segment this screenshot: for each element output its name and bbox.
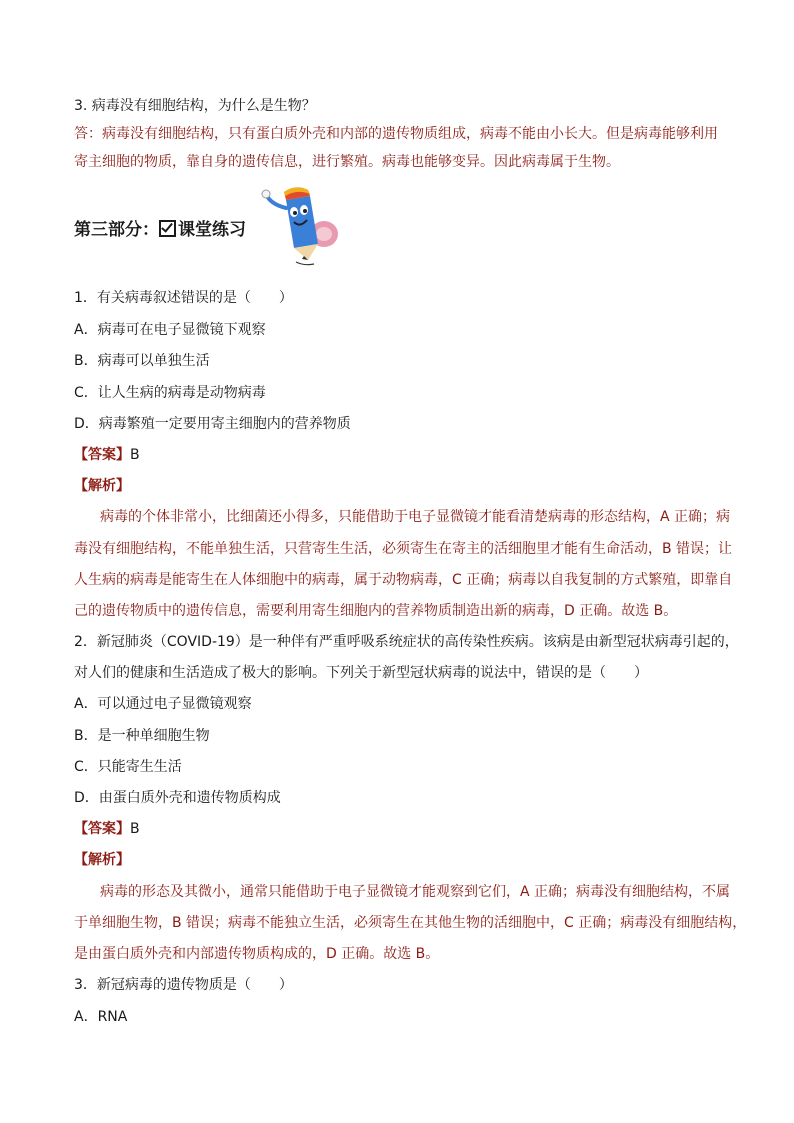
pencil-mascot-icon	[260, 186, 342, 268]
question-1-stem: 1．有关病毒叙述错误的是（ ）	[74, 290, 293, 306]
q1-analysis-line: 己的遗传物质中的遗传信息，需要利用寄生细胞内的营养物质制造出新的病毒，D 正确。故选 B。	[74, 603, 678, 619]
q3-option-a: A．RNA	[74, 1009, 128, 1025]
question-2-stem: 2．新冠肺炎（COVID-19）是一种伴有严重呼吸系统症状的高传染性疾病。该病是由新型冠状病毒引起的，	[74, 634, 739, 650]
q1-answer	[74, 445, 140, 465]
q1-analysis-label: 【解析】	[74, 478, 130, 494]
question-3-prev: 3. 病毒没有细胞结构，为什么是生物？	[74, 98, 316, 114]
q1-option-a: A．病毒可在电子显微镜下观察	[74, 322, 266, 338]
q1-answer-label: 【答案】	[74, 447, 130, 463]
q2-option-c: C．只能寄生生活	[74, 759, 182, 775]
q1-analysis-line: 毒没有细胞结构，不能单独生活，只营寄生生活，必须寄生在寄主的活细胞里才能有生命活动，B 错误；让	[74, 541, 733, 557]
q2-answer-value: B	[130, 821, 140, 837]
q1-analysis-line: 人生病的病毒是能寄生在人体细胞中的病毒，属于动物病毒，C 正确；病毒以自我复制的方式繁殖，即靠自	[74, 572, 733, 588]
q2-option-a: A．可以通过电子显微镜观察	[74, 696, 252, 712]
q2-option-b: B．是一种单细胞生物	[74, 728, 210, 744]
q2-answer	[74, 819, 140, 839]
q1-analysis-line: 病毒的个体非常小，比细菌还小得多，只能借助于电子显微镜才能看清楚病毒的形态结构，A 正确；病	[100, 509, 731, 525]
checkbox-icon	[159, 220, 176, 237]
q1-option-c: C．让人生病的病毒是动物病毒	[74, 385, 266, 401]
answer-line-2: 寄主细胞的物质，靠自身的遗传信息，进行繁殖。病毒也能够变异。因此病毒属于生物。	[74, 154, 620, 170]
q1-option-d: D．病毒繁殖一定要用寄主细胞内的营养物质	[74, 416, 351, 432]
q2-analysis-line: 于单细胞生物，B 错误；病毒不能独立生活，必须寄生在其他生物的活细胞中，C 正确；病毒没有细胞结构，	[74, 915, 747, 931]
q2-analysis-line: 病毒的形态及其微小，通常只能借助于电子显微镜才能观察到它们，A 正确；病毒没有细胞结构，不属	[100, 884, 731, 900]
q2-option-d: D．由蛋白质外壳和遗传物质构成	[74, 790, 281, 806]
q1-option-b: B．病毒可以单独生活	[74, 353, 210, 369]
section-title-prefix: 第三部分：	[74, 220, 159, 240]
q2-analysis-line: 是由蛋白质外壳和内部遗传物质构成的，D 正确。故选 B。	[74, 946, 440, 962]
section-title-main: 课堂练习	[178, 220, 246, 240]
section-title	[74, 220, 246, 240]
answer-line-1: 答：病毒没有细胞结构，只有蛋白质外壳和内部的遗传物质组成，病毒不能由小长大。但是病毒能够利用	[74, 126, 718, 142]
question-3-stem: 3．新冠病毒的遗传物质是（ ）	[74, 977, 293, 993]
question-2-stem: 对人们的健康和生活造成了极大的影响。下列关于新型冠状病毒的说法中，错误的是（ ）	[74, 665, 648, 681]
q1-answer-value: B	[130, 447, 140, 463]
q2-answer-label: 【答案】	[74, 821, 130, 837]
q2-analysis-label: 【解析】	[74, 852, 130, 868]
